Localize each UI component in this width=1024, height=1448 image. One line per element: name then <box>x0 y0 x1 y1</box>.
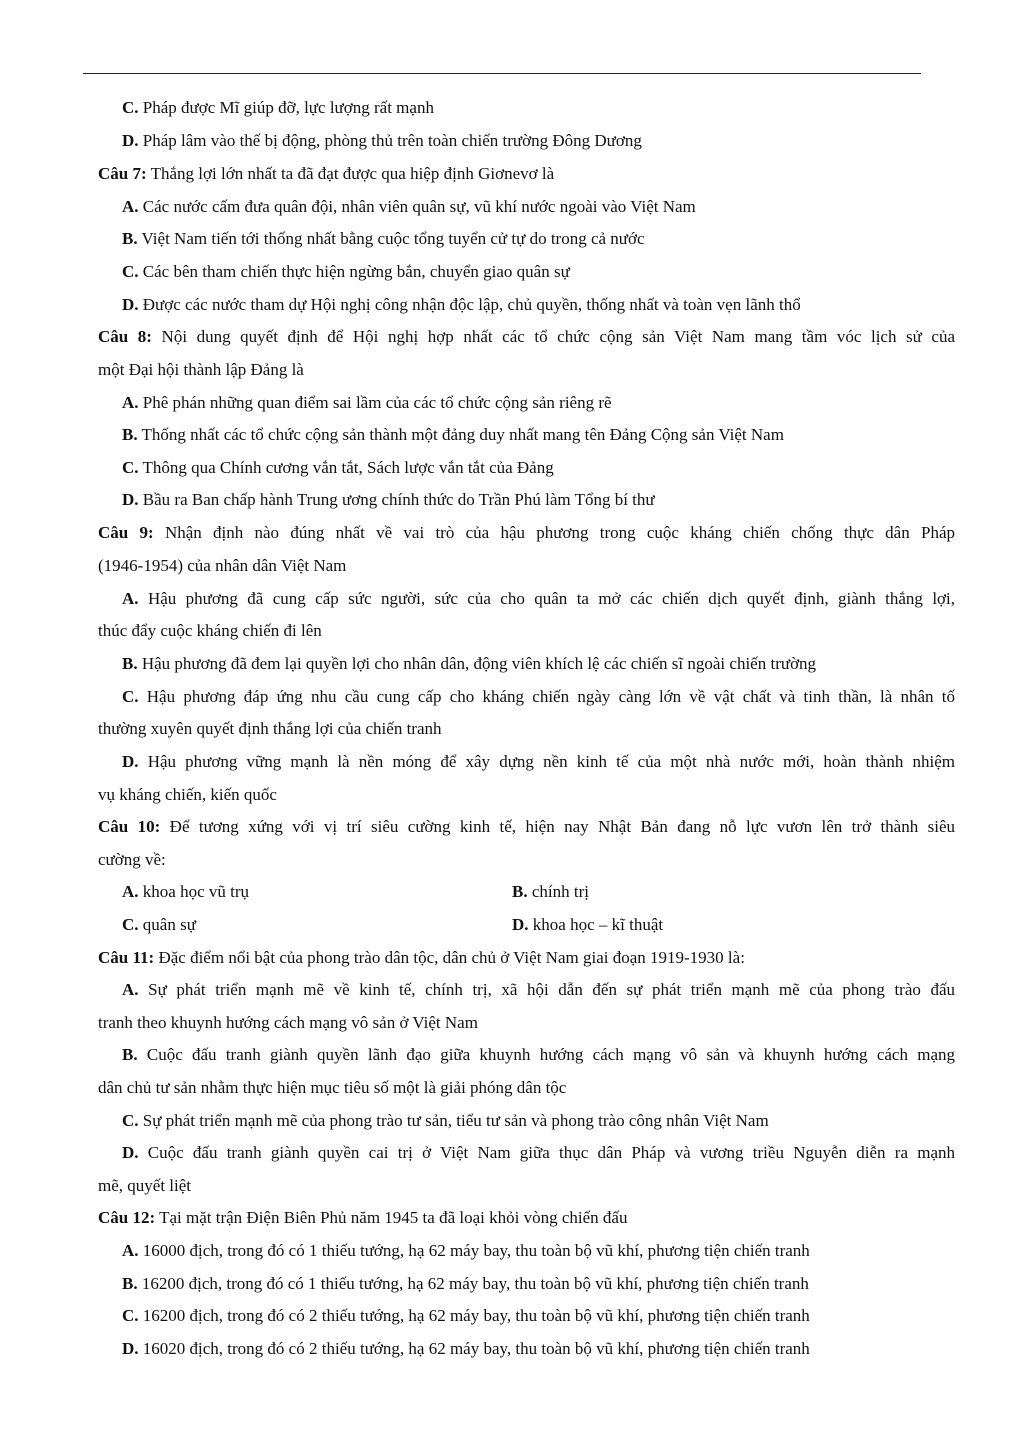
q9-question: Câu 9: Nhận định nào đúng nhất về vai trò của hậu phương trong cuộc kháng chiến chống thực dân Pháp <box>98 523 955 542</box>
q7-option-a: A. Các nước cấm đưa quân đội, nhân viên quân sự, vũ khí nước ngoài vào Việt Nam <box>122 197 696 216</box>
q12-option-b: B. 16200 địch, trong đó có 1 thiếu tướng, hạ 62 máy bay, thu toàn bộ vũ khí, phương tiện chiến tranh <box>122 1274 809 1293</box>
q9-option-c-cont: thường xuyên quyết định thắng lợi của chiến tranh <box>98 719 442 738</box>
q8-question-cont: một Đại hội thành lập Đảng là <box>98 360 304 379</box>
q10-option-d: D. khoa học – kĩ thuật <box>512 915 664 934</box>
q7-option-c: C. Các bên tham chiến thực hiện ngừng bắn, chuyển giao quân sự <box>122 262 570 281</box>
q7-option-d: D. Được các nước tham dự Hội nghị công nhận độc lập, chủ quyền, thống nhất và toàn vẹn lãnh thổ <box>122 295 801 314</box>
q11-option-b-cont: dân chủ tư sản nhằm thực hiện mục tiêu số một là giải phóng dân tộc <box>98 1078 567 1097</box>
q8-option-c: C. Thông qua Chính cương vắn tắt, Sách lược vắn tắt của Đảng <box>122 458 554 477</box>
q7-question: Câu 7: Thắng lợi lớn nhất ta đã đạt được qua hiệp định Giơnevơ là <box>98 164 555 183</box>
q11-option-d-cont: mẽ, quyết liệt <box>98 1176 192 1195</box>
q6-option-c: C. Pháp được Mĩ giúp đỡ, lực lượng rất mạnh <box>122 98 434 117</box>
q10-question: Câu 10: Để tương xứng với vị trí siêu cường kinh tế, hiện nay Nhật Bản đang nỗ lực vươn lên trở thành siêu <box>98 817 955 836</box>
q10-option-c: C. quân sự <box>122 915 196 934</box>
q9-option-b: B. Hậu phương đã đem lại quyền lợi cho nhân dân, động viên khích lệ các chiến sĩ ngoài chiến trường <box>122 654 817 673</box>
q9-option-c: C. Hậu phương đáp ứng nhu cầu cung cấp cho kháng chiến ngày càng lớn về vật chất và tinh thần, là nhân tố <box>122 687 955 706</box>
q12-option-d: D. 16020 địch, trong đó có 2 thiếu tướng, hạ 62 máy bay, thu toàn bộ vũ khí, phương tiện chiến tranh <box>122 1339 810 1358</box>
q8-question: Câu 8: Nội dung quyết định để Hội nghị hợp nhất các tổ chức cộng sản Việt Nam mang tầm vóc lịch sử của <box>98 327 956 346</box>
q11-option-d: D. Cuộc đấu tranh giành quyền cai trị ở Việt Nam giữa thục dân Pháp và vương triều Nguyễn diễn ra mạnh <box>122 1143 955 1162</box>
q10-option-a: A. khoa học vũ trụ <box>122 882 250 901</box>
q11-option-c: C. Sự phát triển mạnh mẽ của phong trào tư sản, tiểu tư sản và phong trào công nhân Việt Nam <box>122 1111 769 1130</box>
q9-option-a: A. Hậu phương đã cung cấp sức người, sức của cho quân ta mở các chiến dịch quyết định, giành thắng lợi, <box>122 589 955 608</box>
q7-option-b: B. Việt Nam tiến tới thống nhất bằng cuộc tổng tuyển cử tự do trong cả nước <box>122 229 645 248</box>
q12-option-a: A. 16000 địch, trong đó có 1 thiếu tướng, hạ 62 máy bay, thu toàn bộ vũ khí, phương tiện chiến tranh <box>122 1241 810 1260</box>
q11-option-b: B. Cuộc đấu tranh giành quyền lãnh đạo giữa khuynh hướng cách mạng vô sản và khuynh hướng cách mạng <box>122 1045 955 1064</box>
q6-option-d: D. Pháp lâm vào thế bị động, phòng thủ trên toàn chiến trường Đông Dương <box>122 131 642 150</box>
q9-option-d: D. Hậu phương vững mạnh là nền móng để xây dựng nền kinh tế của một nhà nước mới, hoàn thành nhiệm <box>122 752 955 771</box>
header-rule <box>83 73 921 74</box>
q11-option-a-cont: tranh theo khuynh hướng cách mạng vô sản ở Việt Nam <box>98 1013 478 1032</box>
q10-option-b: B. chính trị <box>512 882 589 901</box>
q8-option-b: B. Thống nhất các tổ chức cộng sản thành một đảng duy nhất mang tên Đảng Cộng sản Việt Nam <box>122 425 784 444</box>
q9-question-cont: (1946-1954) của nhân dân Việt Nam <box>98 556 347 575</box>
q8-option-d: D. Bầu ra Ban chấp hành Trung ương chính thức do Trần Phú làm Tổng bí thư <box>122 490 655 509</box>
q9-option-a-cont: thúc đẩy cuộc kháng chiến đi lên <box>98 621 322 640</box>
q12-option-c: C. 16200 địch, trong đó có 2 thiếu tướng, hạ 62 máy bay, thu toàn bộ vũ khí, phương tiện chiến tranh <box>122 1306 810 1325</box>
q8-option-a: A. Phê phán những quan điểm sai lầm của các tổ chức cộng sản riêng rẽ <box>122 393 612 412</box>
q11-option-a: A. Sự phát triển mạnh mẽ về kinh tế, chính trị, xã hội dẫn đến sự phát triển mạnh mẽ của phong trào đấu <box>122 980 955 999</box>
q12-question: Câu 12: Tại mặt trận Điện Biên Phủ năm 1945 ta đã loại khỏi vòng chiến đấu <box>98 1208 628 1227</box>
q11-question: Câu 11: Đặc điểm nổi bật của phong trào dân tộc, dân chủ ở Việt Nam giai đoạn 1919-1930 là: <box>98 948 745 967</box>
q9-option-d-cont: vụ kháng chiến, kiến quốc <box>98 785 277 804</box>
q10-question-cont: cường về: <box>98 850 166 869</box>
